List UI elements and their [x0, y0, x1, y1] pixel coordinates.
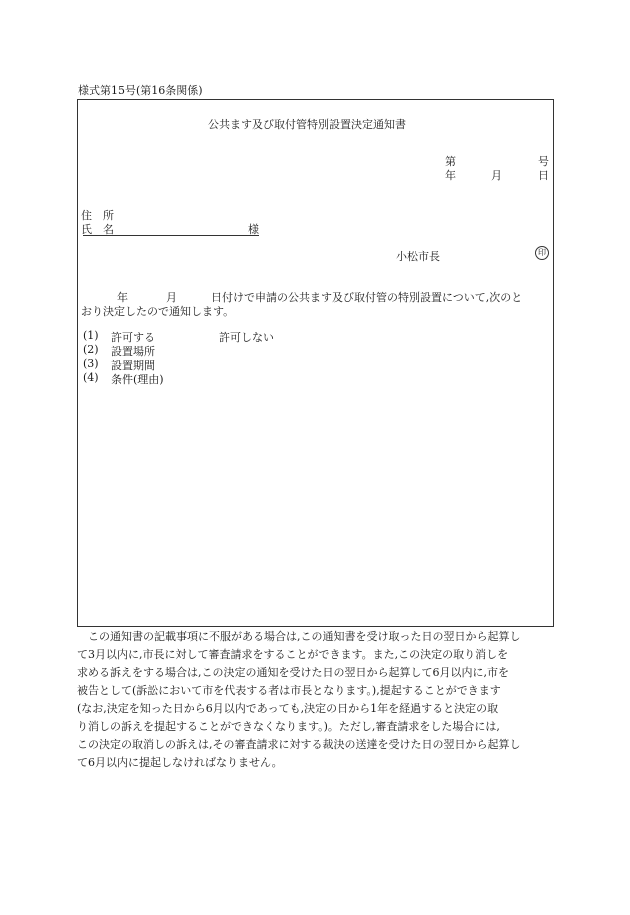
item-period: 設置期間 — [111, 359, 155, 372]
body-month-label: 月 — [166, 291, 177, 304]
item-number: (3) — [83, 357, 99, 370]
number-dai-label: 第 — [445, 155, 456, 168]
item-location: 設置場所 — [111, 345, 155, 358]
item-not-permit: 許可しない — [219, 331, 274, 344]
notice-line: この通知書の記載事項に不服がある場合は,この通知書を受け取った日の翌日から起算し — [77, 630, 521, 643]
date-day-label: 日 — [538, 169, 549, 182]
notice-line: この決定の取消しの訴えは,その審査請求に対する裁決の送達を受けた日の翌日から起算し — [77, 738, 521, 751]
item-number: (2) — [83, 343, 99, 356]
item-number: (1) — [83, 329, 99, 342]
notice-line: 被告として(訴訟において市を代表する者は市長となります。),提起することができます — [77, 684, 501, 697]
body-line1-text: 日付けで申請の公共ます及び取付管の特別設置について,次のと — [211, 291, 523, 304]
notice-line: (なお,決定を知った日から6月以内であっても,決定の日から1年を経過すると決定の取 — [77, 702, 499, 715]
seal-character: 印 — [538, 248, 546, 257]
mayor-label: 小松市長 — [396, 250, 440, 263]
notice-line: て3月以内に,市長に対して審査請求をすることができます。また,この決定の取り消しを — [77, 648, 509, 661]
body-year-label: 年 — [117, 291, 128, 304]
date-month-label: 月 — [491, 169, 502, 182]
notice-line: 求める訴えをする場合は,この決定の通知を受けた日の翌日から起算して6月以内に,市を — [77, 666, 509, 679]
name-underline — [83, 235, 259, 236]
item-conditions: 条件(理由) — [111, 373, 164, 386]
body-line2-text: おり決定したので通知します。 — [81, 305, 235, 318]
sama-label: 様 — [248, 223, 259, 236]
number-go-label: 号 — [538, 155, 549, 168]
seal-mark — [535, 246, 549, 260]
address-label: 住 所 — [81, 209, 114, 222]
notice-line: り消しの訴えを提起することができなくなります。)。ただし,審査請求をした場合には, — [77, 720, 500, 733]
name-label: 氏 名 — [81, 223, 114, 236]
notice-line: て6月以内に提起しなければなりません。 — [77, 756, 283, 769]
item-number: (4) — [83, 371, 99, 384]
item-permit: 許可する — [111, 331, 155, 344]
document-title: 公共ます及び取付管特別設置決定通知書 — [208, 118, 406, 131]
form-number-label: 様式第15号(第16条関係) — [78, 84, 203, 97]
date-year-label: 年 — [445, 169, 456, 182]
